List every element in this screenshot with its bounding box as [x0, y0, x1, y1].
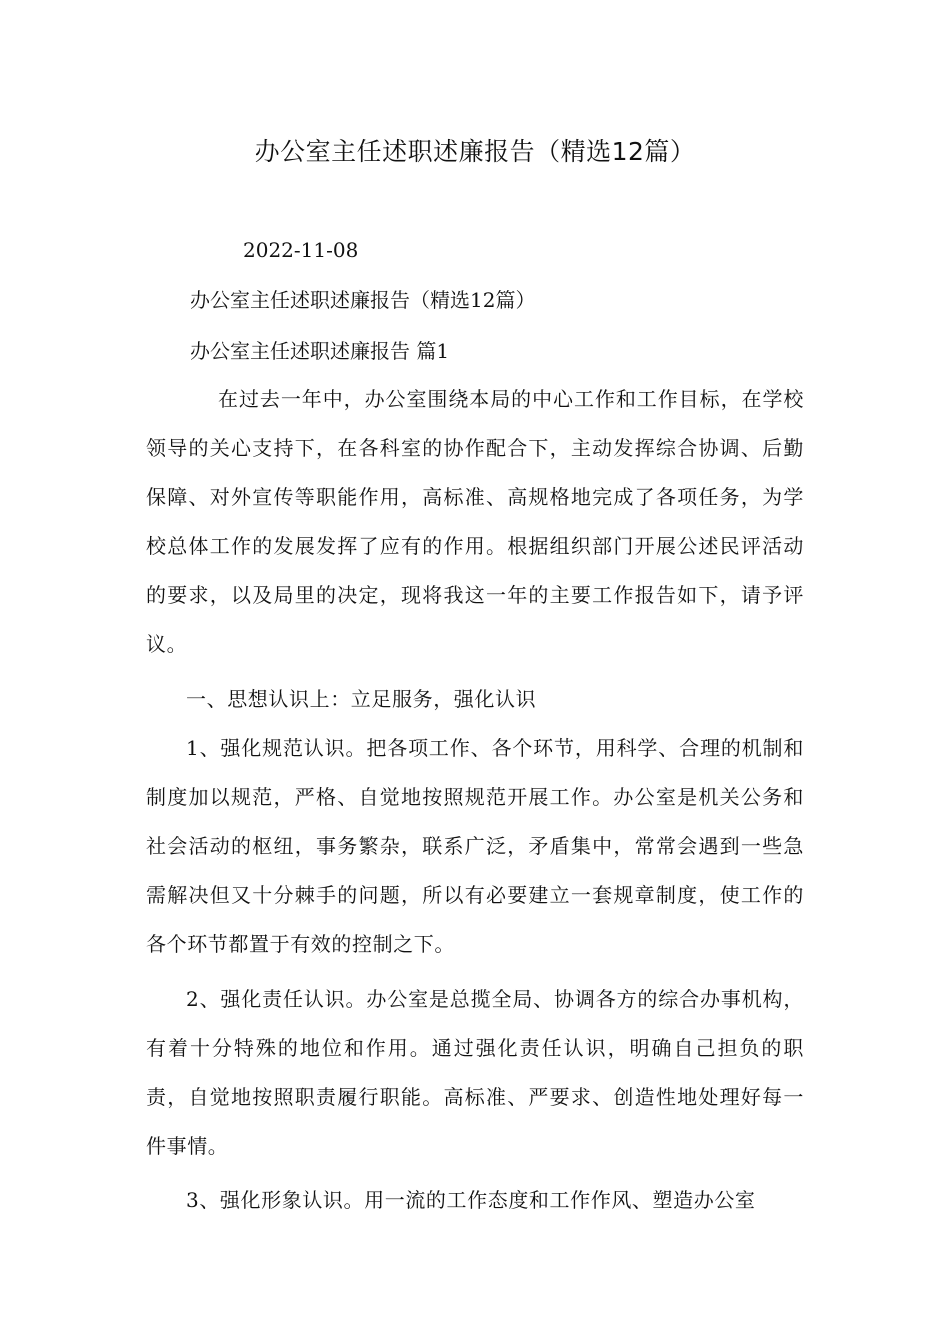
- paragraph-item-3: 3、强化形象认识。用一流的工作态度和工作作风、塑造办公室: [186, 1188, 756, 1212]
- paragraph-item-1: 1、强化规范认识。把各项工作、各个环节，用科学、合理的机制和制度加以规范，严格、自觉地按照规范开展工作。办公室是机关公务和社会活动的枢纽，事务繁杂，联系广泛，矛盾集中，常常会遇到一些急需解决但又十分棘手的问题，所以有必要建立一套规章制度，使工作的各个环节都置于有效的控制之下。: [146, 736, 804, 956]
- section-heading: 办公室主任述职述廉报告 篇1: [190, 339, 450, 363]
- document-title: 办公室主任述职述廉报告（精选12篇）: [254, 137, 696, 166]
- document-subtitle: 办公室主任述职述廉报告（精选12篇）: [190, 288, 536, 312]
- paragraph-intro: 在过去一年中，办公室围绕本局的中心工作和工作目标，在学校领导的关心支持下，在各科室的协作配合下，主动发挥综合协调、后勤保障、对外宣传等职能作用，高标准、高规格地完成了各项任务，为学校总体工作的发展发挥了应有的作用。根据组织部门开展公述民评活动的要求，以及局里的决定，现将我这一年的主要工作报告如下，请予评议。: [146, 387, 804, 656]
- paragraph-heading-1: 一、思想认识上：立足服务，强化认识: [186, 687, 537, 711]
- document-date: 2022-11-08: [243, 238, 359, 262]
- paragraph-item-2: 2、强化责任认识。办公室是总揽全局、协调各方的综合办事机构，有着十分特殊的地位和作用。通过强化责任认识，明确自己担负的职责，自觉地按照职责履行职能。高标准、严要求、创造性地处理好每一件事情。: [146, 987, 804, 1158]
